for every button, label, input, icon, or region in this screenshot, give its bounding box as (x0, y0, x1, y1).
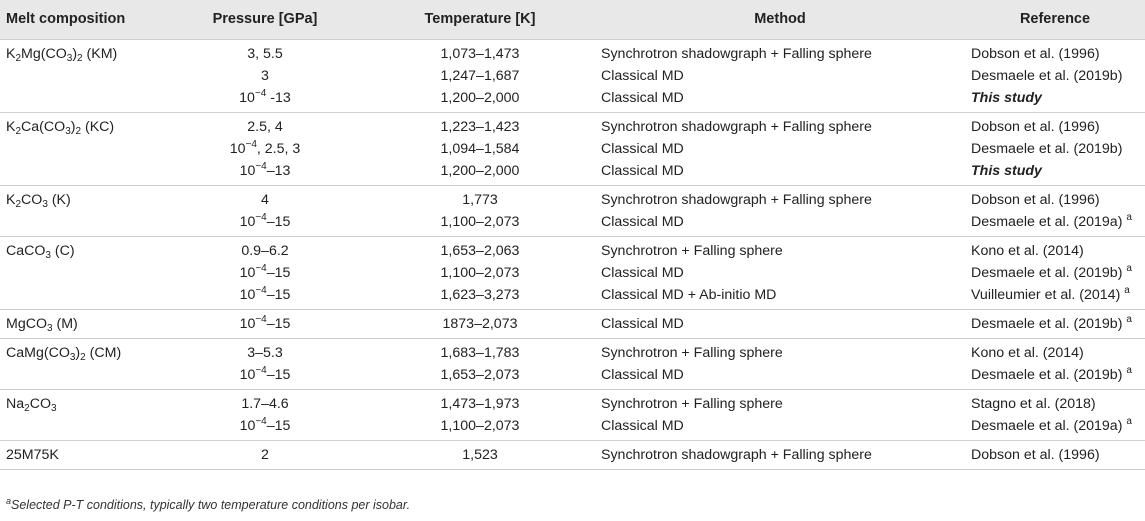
pressure-value: 0.9–6.2 (241, 242, 289, 259)
reference-cell (965, 39, 1145, 65)
pressure-exponent: −4 (245, 138, 257, 150)
pressure-value: 10 (239, 264, 256, 281)
pressure-value: 3–5.3 (247, 344, 283, 361)
reference-text: Kono et al. (2014) (971, 344, 1084, 361)
melt-composition-cell (0, 262, 165, 284)
pressure-value: 3 (261, 67, 269, 84)
composition-part: 3 (65, 125, 71, 137)
table-row-group (0, 440, 1145, 469)
reference-cell (965, 112, 1145, 138)
method-cell: Classical MD (601, 140, 684, 157)
reference-text: Dobson et al. (1996) (971, 118, 1100, 135)
pressure-cell (165, 65, 365, 87)
reference-cell (965, 364, 1145, 390)
table-row-group (0, 309, 1145, 338)
pressure-cell (165, 87, 365, 113)
reference-text: Desmaele et al. (2019b) (971, 366, 1123, 383)
header-row (0, 0, 1145, 39)
pressure-exponent: −4 (255, 211, 267, 223)
reference-text: This study (971, 162, 1042, 179)
reference-text: Desmaele et al. (2019a) (971, 213, 1123, 230)
composition-part: K (6, 191, 16, 208)
composition-part: 2 (77, 52, 83, 64)
composition-part: Na (6, 395, 25, 412)
table-row (0, 284, 1145, 310)
pressure-cell (165, 39, 365, 65)
melt-composition-cell (0, 138, 165, 160)
pressure-cell (165, 389, 365, 415)
temperature-cell: 1,773 (462, 191, 498, 208)
composition-part: CaMg(CO (6, 344, 70, 361)
temperature-cell: 1873–2,073 (442, 315, 518, 332)
pressure-cell (165, 160, 365, 186)
method-cell: Classical MD (601, 89, 684, 106)
reference-cell (965, 415, 1145, 441)
composition-part: 2 (80, 351, 86, 363)
temperature-cell: 1,523 (462, 446, 498, 463)
pressure-cell (165, 185, 365, 211)
temperature-cell: 1,653–2,073 (440, 366, 520, 383)
pressure-cell (165, 112, 365, 138)
method-cell: Synchrotron shadowgraph + Falling sphere (601, 191, 872, 208)
pressure-value: 1.7–4.6 (241, 395, 289, 412)
reference-text: Desmaele et al. (2019b) (971, 264, 1123, 281)
composition-part: (C) (50, 242, 75, 259)
temperature-cell: 1,623–3,273 (440, 286, 520, 303)
melt-composition-cell (0, 39, 165, 65)
table-row (0, 185, 1145, 211)
pressure-value: 10 (239, 162, 256, 179)
temperature-cell: 1,100–2,073 (440, 417, 520, 434)
temperature-cell: 1,073–1,473 (440, 45, 520, 62)
table-row (0, 415, 1145, 441)
table-row-group (0, 185, 1145, 236)
reference-cell (965, 185, 1145, 211)
melt-composition-cell (0, 338, 165, 364)
reference-text: Kono et al. (2014) (971, 242, 1084, 259)
composition-part: CO (29, 395, 51, 412)
composition-part: (KM) (82, 45, 118, 62)
reference-text: Dobson et al. (1996) (971, 45, 1100, 62)
pressure-value: 10 (229, 140, 246, 157)
melt-composition-cell (0, 65, 165, 87)
table-row (0, 440, 1145, 469)
pressure-exponent: −4 (255, 415, 267, 427)
composition-part: 2 (15, 125, 22, 137)
method-cell: Classical MD + Ab-initio MD (601, 286, 777, 303)
method-cell: Classical MD (601, 162, 684, 179)
composition-part: (KC) (81, 118, 115, 135)
table-row-group (0, 236, 1145, 309)
temperature-cell: 1,223–1,423 (440, 118, 520, 135)
pressure-cell (165, 262, 365, 284)
melt-composition-cell (0, 440, 165, 469)
composition-part: MgCO (6, 315, 47, 332)
reference-cell (965, 87, 1145, 113)
melt-composition-cell (0, 87, 165, 113)
pressure-range: –13 (266, 162, 291, 179)
reference-footnote-marker: a (1126, 211, 1132, 223)
pressure-range: –15 (266, 213, 291, 230)
composition-part: K (6, 45, 16, 62)
method-cell: Classical MD (601, 417, 684, 434)
reference-cell (965, 338, 1145, 364)
reference-text: This study (971, 89, 1042, 106)
pressure-exponent: −4 (255, 160, 267, 172)
pressure-range: –15 (266, 366, 291, 383)
table-row-group (0, 389, 1145, 440)
footnote-marker: a (6, 496, 12, 506)
reference-text: Stagno et al. (2018) (971, 395, 1096, 412)
pressure-value: 10 (239, 417, 256, 434)
pressure-exponent: −4 (255, 284, 267, 296)
method-cell: Classical MD (601, 366, 684, 383)
melt-composition-cell (0, 160, 165, 186)
pressure-cell (165, 309, 365, 338)
composition-part: 3 (50, 402, 57, 414)
method-cell: Classical MD (601, 213, 684, 230)
header-pressure: Pressure [GPa] (212, 11, 318, 28)
pressure-exponent: −4 (254, 87, 267, 99)
table-row-group (0, 338, 1145, 389)
pressure-value: 10 (239, 315, 256, 332)
table-row (0, 236, 1145, 262)
composition-part: ) (72, 45, 78, 62)
composition-part: 3 (45, 249, 51, 261)
composition-part: 3 (42, 198, 48, 210)
pressure-value: 10 (239, 213, 256, 230)
table-row (0, 338, 1145, 364)
temperature-cell: 1,200–2,000 (440, 162, 520, 179)
reference-footnote-marker: a (1124, 284, 1130, 296)
table-row (0, 65, 1145, 87)
composition-part: CO (21, 191, 43, 208)
method-cell: Synchrotron shadowgraph + Falling sphere (601, 446, 872, 463)
pressure-cell (165, 138, 365, 160)
melt-composition-cell (0, 211, 165, 237)
reference-cell (965, 236, 1145, 262)
table-row (0, 309, 1145, 338)
temperature-cell: 1,683–1,783 (440, 344, 520, 361)
reference-cell (965, 309, 1145, 338)
reference-text: Dobson et al. (1996) (971, 446, 1100, 463)
method-cell: Classical MD (601, 67, 684, 84)
pressure-range: –15 (266, 264, 291, 281)
melt-composition-cell (0, 415, 165, 441)
composition-part: 2 (15, 52, 22, 64)
composition-part: 3 (66, 52, 73, 64)
table-row (0, 87, 1145, 113)
method-cell: Synchrotron + Falling sphere (601, 395, 783, 412)
melt-composition-cell (0, 112, 165, 138)
composition-part: (K) (47, 191, 71, 208)
reference-cell (965, 65, 1145, 87)
method-cell: Classical MD (601, 264, 684, 281)
pressure-range: -13 (266, 89, 291, 106)
reference-cell (965, 389, 1145, 415)
method-cell: Classical MD (601, 315, 684, 332)
method-cell: Synchrotron + Falling sphere (601, 242, 783, 259)
pressure-value: 4 (261, 191, 269, 208)
header-reference: Reference (1019, 11, 1091, 28)
pressure-cell (165, 338, 365, 364)
temperature-cell: 1,247–1,687 (440, 67, 520, 84)
composition-part: (M) (52, 315, 78, 332)
reference-text: Desmaele et al. (2019b) (971, 315, 1123, 332)
footnote-text: Selected P-T conditions, typically two temperature conditions per isobar. (11, 498, 411, 512)
pressure-cell (165, 415, 365, 441)
reference-text: Dobson et al. (1996) (971, 191, 1100, 208)
method-cell: Synchrotron shadowgraph + Falling sphere (601, 118, 872, 135)
table-row (0, 262, 1145, 284)
pressure-value: 10 (239, 366, 256, 383)
pressure-value: 2.5, 4 (247, 118, 283, 135)
composition-part: (CM) (85, 344, 122, 361)
pressure-exponent: −4 (255, 364, 267, 376)
pressure-value: 3, 5.5 (247, 45, 283, 62)
reference-footnote-marker: a (1126, 313, 1132, 325)
pressure-range: –15 (266, 417, 291, 434)
pressure-exponent: −4 (255, 313, 267, 325)
header-melt-composition: Melt composition (6, 11, 126, 28)
method-cell: Synchrotron shadowgraph + Falling sphere (601, 45, 872, 62)
pressure-cell (165, 440, 365, 469)
temperature-cell: 1,100–2,073 (440, 213, 520, 230)
temperature-cell: 1,473–1,973 (440, 395, 520, 412)
pressure-cell (165, 236, 365, 262)
reference-cell (965, 138, 1145, 160)
composition-part: CaCO (6, 242, 46, 259)
melt-composition-cell (0, 309, 165, 338)
melt-composition-cell (0, 185, 165, 211)
pressure-value: 10 (239, 286, 256, 303)
temperature-cell: 1,094–1,584 (440, 140, 520, 157)
reference-cell (965, 211, 1145, 237)
reference-footnote-marker: a (1126, 364, 1132, 376)
composition-part: 3 (47, 322, 53, 334)
pressure-exponent: −4 (255, 262, 267, 274)
pressure-value: 10 (239, 89, 255, 106)
table-row (0, 39, 1145, 65)
reference-footnote-marker: a (1126, 262, 1132, 274)
reference-cell (965, 440, 1145, 469)
composition-part: 25M75K (6, 446, 59, 463)
composition-part: 2 (24, 402, 30, 414)
table-row (0, 160, 1145, 186)
temperature-cell: 1,100–2,073 (440, 264, 520, 281)
composition-part: 3 (69, 351, 76, 363)
reference-text: Desmaele et al. (2019a) (971, 417, 1123, 434)
header-method: Method (754, 11, 806, 28)
table-row-group (0, 39, 1145, 112)
pressure-cell (165, 284, 365, 310)
composition-part: ) (70, 118, 76, 135)
temperature-cell: 1,200–2,000 (440, 89, 520, 106)
reference-text: Vuilleumier et al. (2014) (971, 286, 1121, 303)
composition-part: K (6, 118, 16, 135)
method-cell: Synchrotron + Falling sphere (601, 344, 783, 361)
melt-composition-cell (0, 236, 165, 262)
pressure-range: –15 (266, 286, 291, 303)
melt-composition-cell (0, 389, 165, 415)
composition-part: ) (75, 344, 81, 361)
melt-composition-cell (0, 284, 165, 310)
reference-cell (965, 160, 1145, 186)
composition-part: Mg(CO (21, 45, 67, 62)
reference-cell (965, 262, 1145, 284)
table-row-group (0, 112, 1145, 185)
temperature-cell: 1,653–2,063 (440, 242, 520, 259)
reference-text: Desmaele et al. (2019b) (971, 67, 1123, 84)
pressure-cell (165, 211, 365, 237)
table-row (0, 389, 1145, 415)
melt-composition-cell (0, 364, 165, 390)
table-row (0, 211, 1145, 237)
composition-part: 2 (75, 125, 82, 137)
reference-footnote-marker: a (1126, 415, 1132, 427)
pressure-value: 2 (261, 446, 269, 463)
header-temperature: Temperature [K] (424, 11, 536, 28)
pressure-range: –15 (266, 315, 291, 332)
composition-part: Ca(CO (21, 118, 66, 135)
table-row (0, 138, 1145, 160)
table-row (0, 364, 1145, 390)
table-header (0, 0, 1145, 39)
reference-cell (965, 284, 1145, 310)
table-row (0, 112, 1145, 138)
pressure-cell (165, 364, 365, 390)
pressure-range: , 2.5, 3 (256, 140, 301, 157)
reference-text: Desmaele et al. (2019b) (971, 140, 1123, 157)
composition-part: 2 (15, 198, 22, 210)
table-footnote (6, 498, 410, 512)
